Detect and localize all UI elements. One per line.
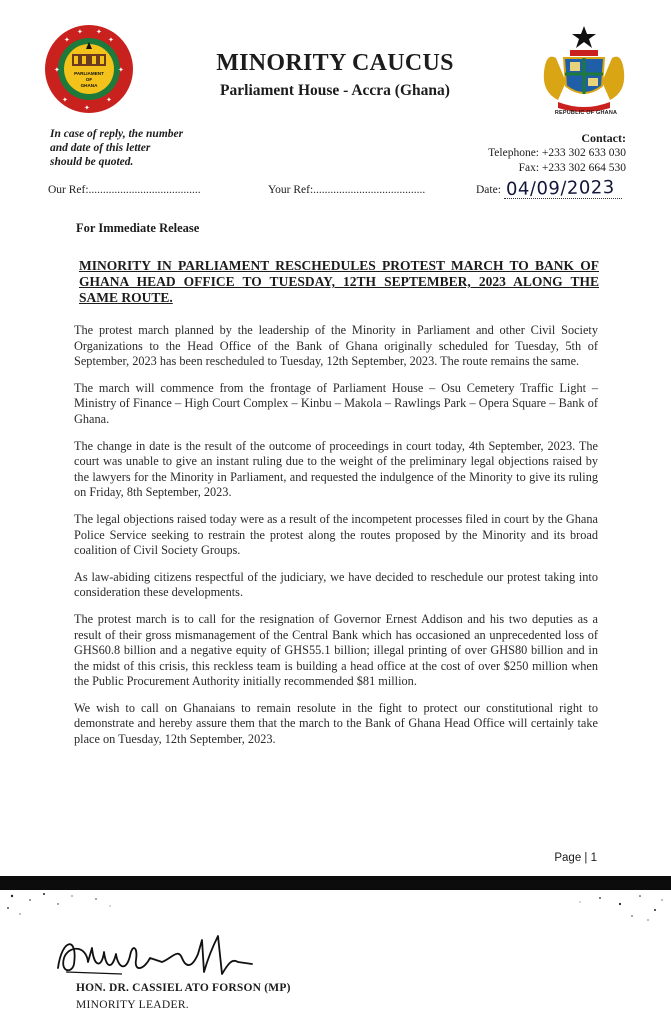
reply-note [50, 127, 250, 169]
scan-noise [0, 890, 671, 930]
your-ref: Your Ref:....................................... [268, 184, 426, 196]
svg-text:✦: ✦ [54, 66, 60, 74]
svg-text:✦: ✦ [77, 28, 83, 36]
scan-edge-bar [0, 876, 671, 890]
reply-note-line: should be quoted. [50, 156, 134, 168]
svg-text:✦: ✦ [84, 104, 90, 112]
svg-text:✦: ✦ [62, 96, 68, 104]
headline: MINORITY IN PARLIAMENT RESCHEDULES PROTEST MARCH TO BANK OF GHANA HEAD OFFICE TO TUESDAY, 12TH SEPTEMBER, 2023 ALONG THE SAME ROUTE. [79, 258, 599, 305]
contact-heading: Contact: [581, 131, 626, 145]
reply-note-line: In case of reply, the number [50, 128, 184, 140]
date-underline [504, 198, 622, 199]
paragraph: The change in date is the result of the outcome of proceedings in court today, 4th September, 2023. The court was unable to give an instant ruling due to the weight of the preliminary legal objections raised by the lawyers for the Minority in Parliament, and requested the indulgence of the Minority to give its ruling on Friday, 8th September, 2023. [74, 438, 598, 500]
signatory-name: HON. DR. CASSIEL ATO FORSON (MP) [76, 982, 291, 994]
svg-text:GHANA: GHANA [80, 83, 98, 88]
reply-note-line: and date of this letter [50, 142, 151, 154]
paragraph: We wish to call on Ghanaians to remain resolute in the fight to protect our constitutional right to demonstrate and hereby assure them that the march to the Bank of Ghana Head Office will certainly take place on Tuesday, 12th September, 2023. [74, 700, 598, 747]
paragraph: The march will commence from the frontage of Parliament House – Osu Cemetery Traffic Light – Ministry of Finance – High Court Complex – Kinbu – Makola – Rawlings Park – Opera Square – Bank of Ghana. [74, 380, 598, 426]
org-title: MINORITY CAUCUS [216, 50, 454, 76]
telephone: Telephone: +233 302 633 030 [488, 147, 626, 159]
fax: Fax: +233 302 664 530 [518, 162, 626, 174]
letter-body [74, 323, 598, 759]
page-number: Page | 1 [554, 852, 597, 864]
contact-block [366, 131, 626, 176]
org-subtitle: Parliament House - Accra (Ghana) [220, 82, 450, 99]
svg-text:✦: ✦ [108, 36, 114, 44]
svg-text:✦: ✦ [118, 66, 124, 74]
paragraph: As law-abiding citizens respectful of the judiciary, we have decided to reschedule our protest taking into consideration these developments. [74, 569, 598, 600]
parliament-logo [44, 24, 134, 114]
svg-text:✦: ✦ [106, 96, 112, 104]
paragraph: The legal objections raised today were as a result of the incompetent processes filed in court by the Ghana Police Service seeking to restrain the protest along the routes proposed by the Minority and its broad coalition of Civil Society Groups. [74, 511, 598, 558]
svg-text:✦: ✦ [64, 36, 70, 44]
paragraph: The protest march is to call for the resignation of Governor Ernest Addison and his two deputies as a result of their gross mismanagement of the Central Bank which has occasioned an unprecedented loss of GHS60.8 billion and a negative equity of GHS55.1 billion; illegal printing of over GHS80 billion and in the midst of this crisis, this reckless team is building a head office at the cost of over $250 million when the Public Procurement Authority initially recommended $81 million. [74, 611, 598, 689]
date-label: Date: [476, 184, 501, 196]
coat-of-arms-icon [536, 22, 632, 118]
svg-text:OF: OF [85, 77, 93, 82]
date-value: 04/09/2023 [505, 177, 615, 200]
our-ref: Our Ref:....................................... [48, 184, 201, 196]
svg-text:✦: ✦ [96, 28, 102, 36]
signature [52, 928, 282, 988]
svg-text:PARLIAMENT: PARLIAMENT [74, 71, 104, 76]
paragraph: The protest march planned by the leadership of the Minority in Parliament and other Civil Society Organizations to the Head Office of the Bank of Ghana originally scheduled for Tuesday, 5th of September, 2023 has been rescheduled to Tuesday, 12th September, 2023. The route remains the same. [74, 323, 598, 369]
coat-caption: REPUBLIC OF GHANA [554, 110, 618, 116]
signatory-title: MINORITY LEADER. [76, 999, 189, 1011]
release-label: For Immediate Release [76, 221, 200, 235]
